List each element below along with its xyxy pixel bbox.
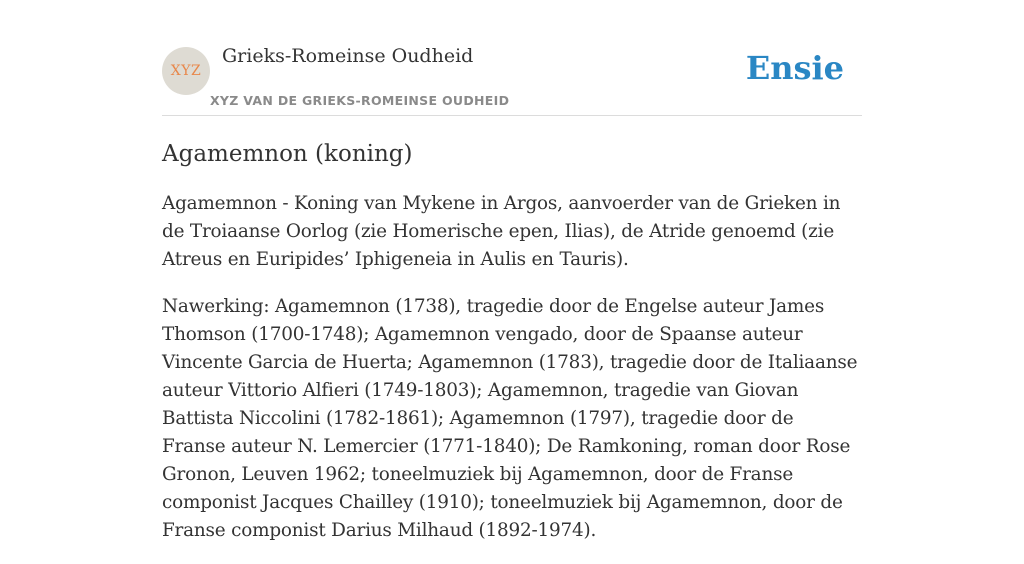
ensie-logo[interactable]: Ensie bbox=[745, 49, 844, 87]
avatar[interactable]: XYZ bbox=[162, 47, 210, 95]
article-paragraph: Agamemnon - Koning van Mykene in Argos, aanvoerder van de Grieken in de Troiaanse Oorlog (zie Homerische epen, Ilias), de Atride genoemd (zie Atreus en Euripides’ Iphigeneia in Aulis en Tauris). bbox=[162, 193, 841, 270]
source-subtitle[interactable]: XYZ VAN DE GRIEKS-ROMEINSE OUDHEID bbox=[210, 93, 510, 108]
page-title: Agamemnon (koning) bbox=[162, 141, 413, 167]
article-paragraph: Nawerking: Agamemnon (1738), tragedie door de Engelse auteur James Thomson (1700-1748); Agamemnon vengado, door de Spaanse auteur Vincente Garcia de Huerta; Agamemnon (1783), tragedie door de Italiaanse auteur Vittorio Alfieri (1749-1803); Agamemnon, tragedie van Giovan Battista Niccolini (1782-1861); Agamemnon (1797), tragedie door de Franse auteur N. Lemercier (1771-1840); De Ramkoning, roman door Rose Gronon, Leuven 1962; toneelmuziek bij Agamemnon, door de Franse componist Jacques Chailley (1910); toneelmuziek bij Agamemnon, door de Franse componist Darius Milhaud (1892-1974). bbox=[162, 296, 858, 541]
source-title[interactable]: Grieks-Romeinse Oudheid bbox=[222, 45, 474, 67]
article-content bbox=[162, 138, 862, 564]
source-header bbox=[162, 0, 862, 116]
